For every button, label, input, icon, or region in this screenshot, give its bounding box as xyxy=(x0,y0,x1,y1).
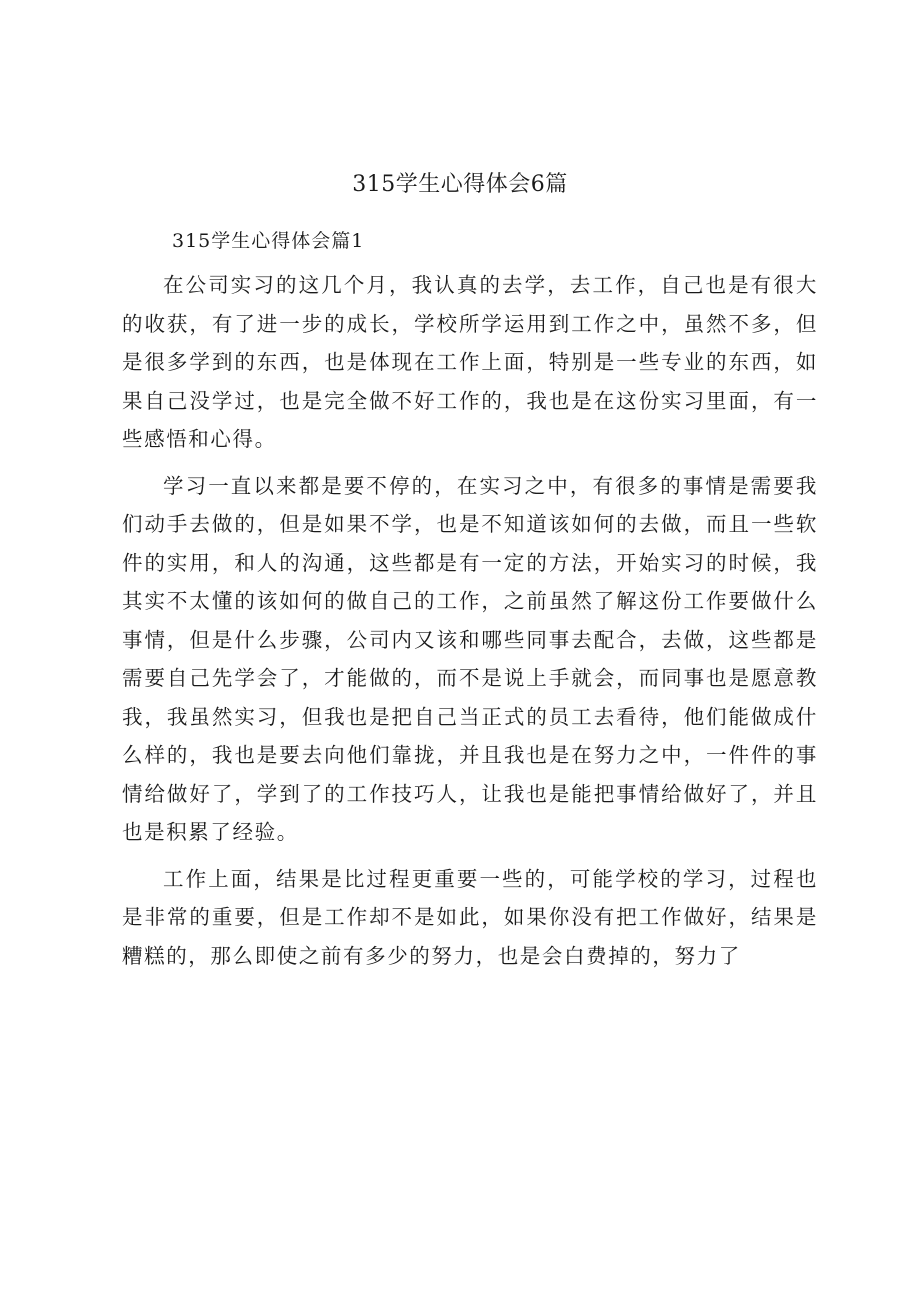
paragraph-2: 学习一直以来都是要不停的，在实习之中，有很多的事情是需要我们动手去做的，但是如果不学，也是不知道该如何的去做，而且一些软件的实用，和人的沟通，这些都是有一定的方法，开始实习的时候，我其实不太懂的该如何的做自己的工作，之前虽然了解这份工作要做什么事情，但是什么步骤，公司内又该和哪些同事去配合，去做，这些都是需要自己先学会了，才能做的，而不是说上手就会，而同事也是愿意教我，我虽然实习，但我也是把自己当正式的员工去看待，他们能做成什么样的，我也是要去向他们靠拢，并且我也是在努力之中，一件件的事情给做好了，学到了的工作技巧人，让我也是能把事情给做好了，并且也是积累了经验。 xyxy=(122,473,818,844)
document-title: 315学生心得体会6篇 xyxy=(352,172,568,197)
paragraph-1: 在公司实习的这几个月，我认真的去学，去工作，自己也是有很大的收获，有了进一步的成长，学校所学运用到工作之中，虽然不多，但是很多学到的东西，也是体现在工作上面，特别是一些专业的东西，如果自己没学过，也是完全做不好工作的，我也是在这份实习里面，有一些感悟和心得。 xyxy=(122,273,818,451)
paragraph-3: 工作上面，结果是比过程更重要一些的，可能学校的学习，过程也是非常的重要，但是工作却不是如此，如果你没有把工作做好，结果是糟糕的，那么即使之前有多少的努力，也是会白费掉的，努力了 xyxy=(122,866,818,968)
document-body xyxy=(122,266,818,983)
section-heading: 315学生心得体会篇1 xyxy=(172,230,365,252)
